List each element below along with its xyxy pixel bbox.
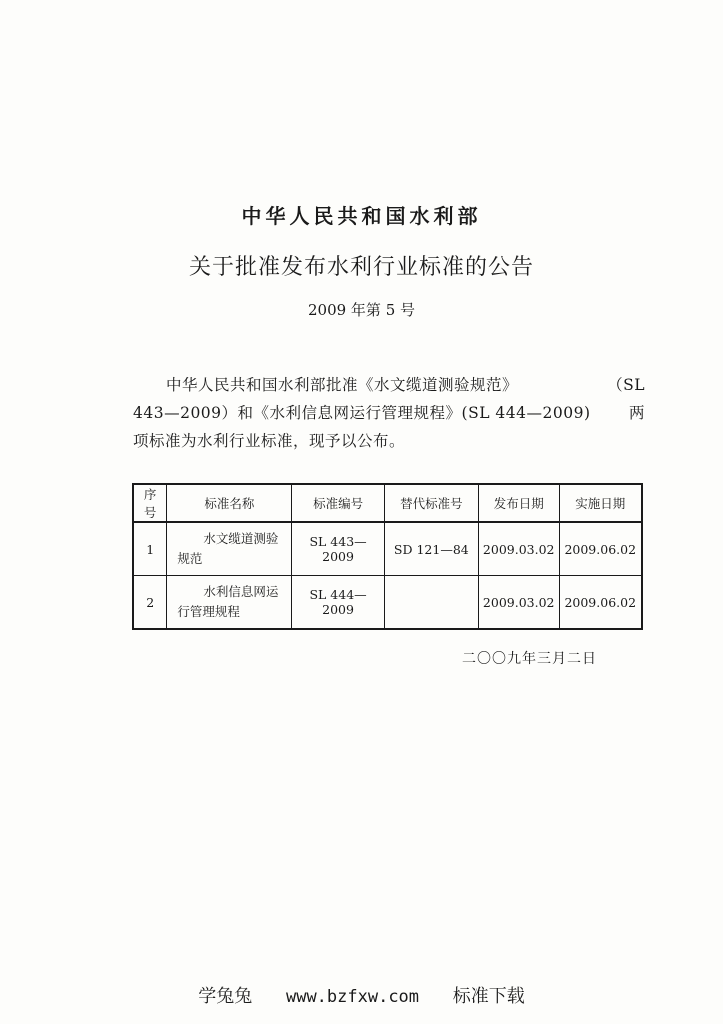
issuing-organization: 中华人民共和国水利部	[241, 204, 482, 228]
column-header-issued: 发布日期	[478, 484, 559, 522]
signature-date: 二〇〇九年三月二日	[462, 651, 597, 667]
standards-table	[132, 483, 643, 630]
cell-name: 水文缆道测验 规范	[167, 522, 292, 576]
column-header-name: 标准名称	[167, 484, 292, 522]
cell-name: 水利信息网运 行管理规程	[167, 576, 292, 630]
cell-effective: 2009.06.02	[559, 576, 642, 630]
footer-site-link[interactable]: www.bzfxw.com	[285, 987, 420, 1007]
cell-code: SL 443—2009	[292, 522, 384, 576]
cell-no: 2	[133, 576, 167, 630]
column-header-code: 标准编号	[292, 484, 384, 522]
body-line-1: 中华人民共和国水利部批准《水文缆道测验规范》 （SL	[166, 376, 645, 394]
table-row	[133, 522, 642, 576]
column-header-replaces: 替代标准号	[384, 484, 478, 522]
table-row	[133, 576, 642, 630]
cell-no: 1	[133, 522, 167, 576]
table-header-row	[133, 484, 642, 522]
cell-issued: 2009.03.02	[478, 576, 559, 630]
cell-issued: 2009.03.02	[478, 522, 559, 576]
cell-effective: 2009.06.02	[559, 522, 642, 576]
column-header-effective: 实施日期	[559, 484, 642, 522]
body-line-2: 443—2009）和《水利信息网运行管理规程》(SL 444—2009) 两	[133, 404, 645, 422]
column-header-no: 序号	[133, 484, 167, 522]
footer-tagline: 标准下载	[452, 986, 525, 1007]
notice-number: 2009 年第 5 号	[307, 301, 416, 319]
footer-brand: 学兔兔	[198, 986, 253, 1007]
footer-watermark	[0, 982, 723, 1008]
body-line-3: 项标准为水利行业标准，现予以公布。	[133, 432, 406, 450]
cell-replaces: SD 121—84	[384, 522, 478, 576]
cell-replaces	[384, 576, 478, 630]
notice-body	[133, 371, 645, 455]
cell-code: SL 444—2009	[292, 576, 384, 630]
notice-title: 关于批准发布水利行业标准的公告	[188, 255, 534, 280]
